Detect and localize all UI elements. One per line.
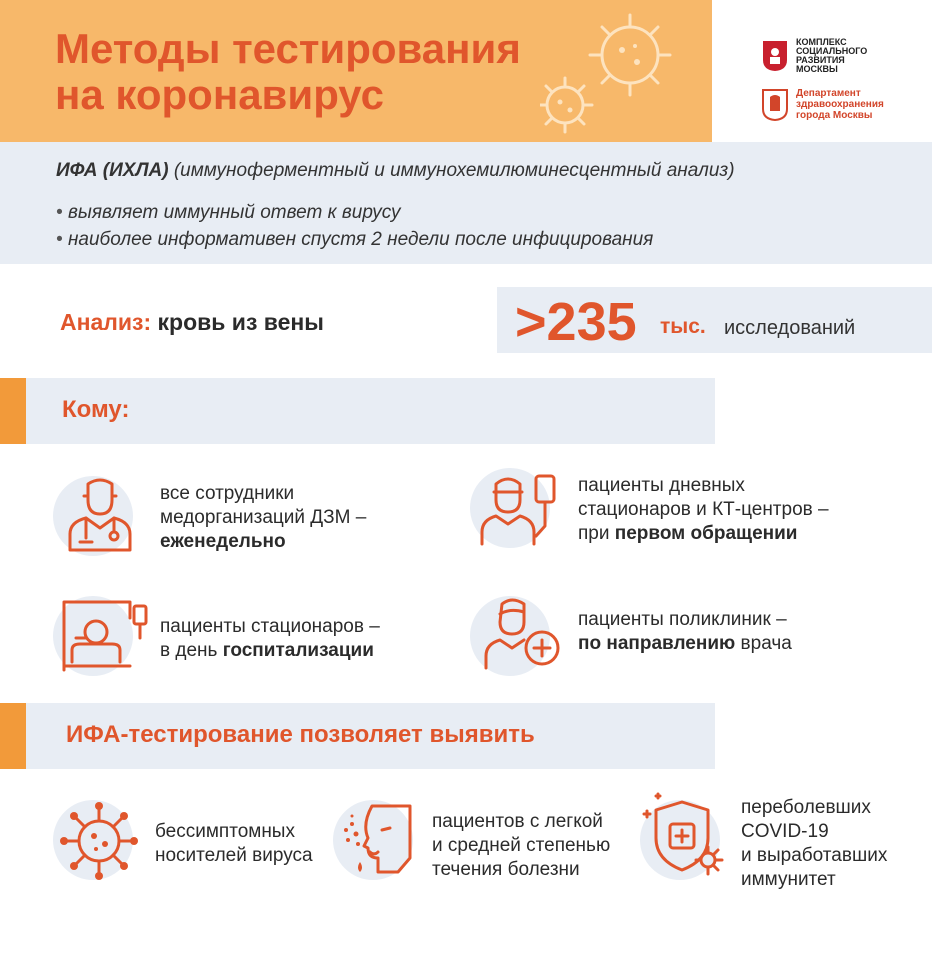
komu-item-1: все сотрудники медорганизаций ДЗМ – еженедельно xyxy=(160,483,367,552)
komu-item-3: пациенты стационаров – в день госпитализации xyxy=(160,616,380,661)
health-department-emblem-icon xyxy=(762,89,788,121)
ifa-definition xyxy=(56,160,735,182)
analysis-line xyxy=(60,309,324,336)
komu-item-4: пациенты поликлиник – по направлению врача xyxy=(578,609,792,654)
page-title xyxy=(55,26,555,118)
logo-health-department xyxy=(762,88,922,121)
logo-social-complex xyxy=(762,38,922,74)
hospital-bed-icon xyxy=(58,598,150,674)
title-line-2: на коронавирус xyxy=(55,71,384,118)
analysis-label: Анализ: xyxy=(60,309,152,335)
iv-drip-patient-icon xyxy=(478,466,568,548)
reveal-item-1: бессимптомных носителей вируса xyxy=(155,821,313,866)
virus-icon xyxy=(58,800,140,882)
section-accent xyxy=(0,703,26,769)
komu-heading: Кому: xyxy=(62,396,130,423)
stat-text: исследований xyxy=(724,317,856,339)
ifa-bullets xyxy=(56,199,653,253)
logos xyxy=(762,38,922,135)
komu-item-2: пациенты дневных стационаров и КТ-центров – при первом обращении xyxy=(578,475,829,544)
analysis-value: кровь из вены xyxy=(157,309,324,335)
shield-virus-icon xyxy=(636,790,732,886)
ifa-description: (иммуноферментный и иммунохемилюминесцентный анализ) xyxy=(173,160,735,181)
doctor-icon xyxy=(60,472,140,554)
stat-number: >235 xyxy=(515,292,637,352)
bullet-item: • выявляет иммунный ответ к вирусу xyxy=(56,199,653,226)
header-virus-icon xyxy=(540,10,720,140)
ifa-abbreviation: ИФА (ИХЛА) xyxy=(56,160,169,181)
reveal-item-3: переболевших COVID-19 и выработавших иммунитет xyxy=(741,797,888,890)
logo1-text: КОМПЛЕКС СОЦИАЛЬНОГО РАЗВИТИЯ МОСКВЫ xyxy=(796,37,868,74)
title-line-1: Методы тестирования xyxy=(55,25,521,72)
moscow-emblem-icon xyxy=(762,40,788,72)
sneezing-person-icon xyxy=(338,800,418,882)
reveal-item-2: пациентов с легкой и средней степенью течения болезни xyxy=(432,811,611,880)
section-accent xyxy=(0,378,26,444)
patient-plus-icon xyxy=(484,592,568,672)
reveal-heading: ИФА-тестирование позволяет выявить xyxy=(66,721,535,748)
logo2-text: Департамент здравоохранения города Москвы xyxy=(796,88,884,121)
stat-unit: тыс. xyxy=(660,315,706,338)
bullet-item: • наиболее информативен спустя 2 недели после инфицирования xyxy=(56,226,653,253)
